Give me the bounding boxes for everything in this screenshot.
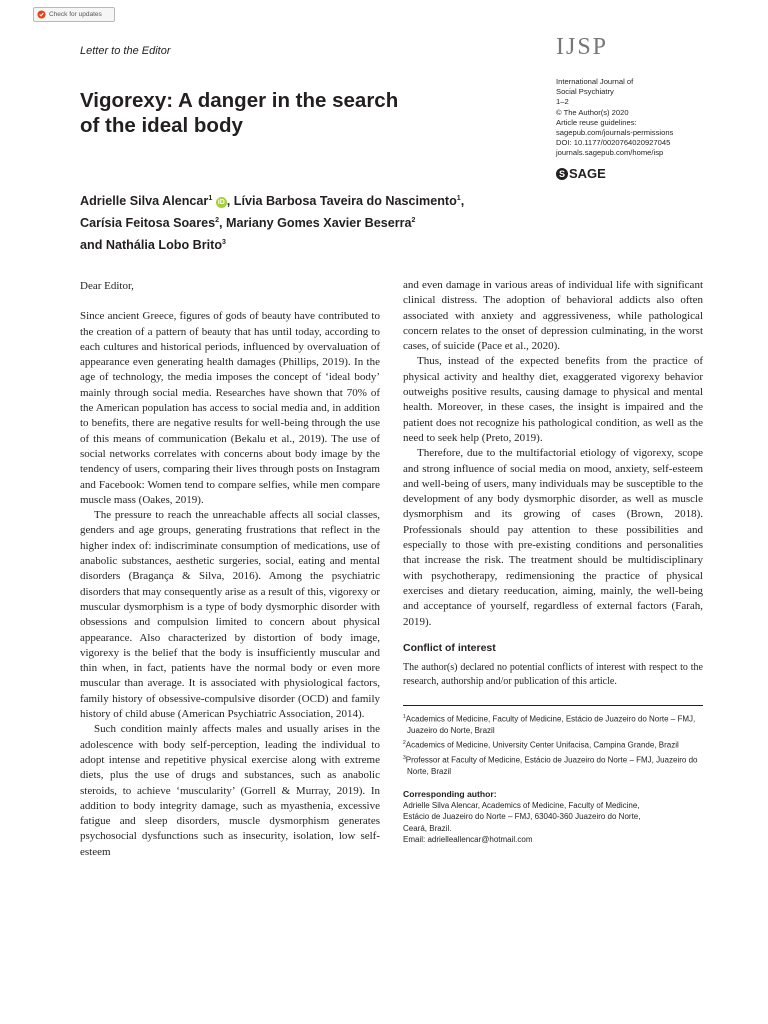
meta-line: © The Author(s) 2020	[556, 107, 629, 117]
author-affiliation: 3	[222, 239, 226, 247]
author-affiliation: 2	[215, 217, 220, 225]
affiliation-number: 2	[403, 740, 406, 747]
journal-meta	[556, 77, 756, 159]
body-column-left	[80, 279, 380, 860]
correspondence-email[interactable]: Email: adrielleallencar@hotmail.com	[403, 835, 533, 845]
affiliation-number: 3	[403, 755, 406, 762]
author-name: Carísia Feitosa Soares	[80, 216, 216, 231]
body-paragraph: The pressure to reach the unreachable affects all social classes, genders and age groups, generating frustrations that reflect in the higher index of: indiscriminate consumption of medications, use of anabolic substances, aesthetic surgeries, social, eating and mental disorders (Bragança & Silva, 2016). Among the psychiatric disorders that may consequently arise as a result of this, vigorexy or muscular dysmorphism is a type of body dysmorphic disorder with obsessions and compulsion limited to concern about physical appearance. Also characterized by distortion of body image, vigorexy is the belief that the body is insufficiently muscular and thin when, in fact, patients have the normal body or even more muscular than average. It is associated with physiological factors, family history of obsessive-compulsive disorder (OCD) and family history of child abuse (American Psychiatric Association, 2014).	[80, 509, 380, 721]
correspondence-line: Ceará, Brazil.	[403, 823, 452, 833]
author-name: Adrielle Silva Alencar	[80, 194, 209, 209]
body-paragraph: Therefore, due to the multifactorial etiology of vigorexy, scope and strong influence of social media on mood, anxiety, self-esteem and well-being of users, many individuals may be susceptible to the development of any body dysmorphic disorder, as well as muscle dysmorphism and its growing of cases (Brown, 2018). Professionals should pay attention to these possibilities and especially to those with pre-existing conditions and personalities that increase the risk. The treatment should be multidisciplinary with psychotherapy, redimensioning the practice of physical exercises and dietary reeducation, aiming, mainly, the well-being and acceptance of yourself, regardless of external factors (Farah, 2019).	[403, 447, 703, 628]
affiliation-item	[403, 753, 703, 777]
affiliation-number: 1	[403, 713, 406, 720]
publisher-logo	[556, 166, 606, 181]
conflict-heading: Conflict of interest	[403, 641, 496, 654]
author-affiliation: 2	[411, 217, 416, 225]
footnote-divider	[403, 705, 703, 706]
author-name: Mariany Gomes Xavier Beserra	[226, 216, 412, 231]
meta-link[interactable]: sagepub.com/journals-permissions	[556, 128, 674, 138]
author-affiliation: 1	[456, 195, 461, 202]
meta-line: Article reuse guidelines:	[556, 117, 637, 127]
author-name: Nathália Lobo Brito	[105, 238, 223, 253]
body-paragraph: Since ancient Greece, figures of gods of beauty have contributed to the creation of a pattern of beauty that has until today, according to each cultures and historical periods, influenced by overvaluation of appearance even generating health damages (Phillips, 2019). In the age of technology, the media imposes the concept of ‘ideal body’ mainly through social media. Researches have shown that 70% of the American population has access to social media and, in addition to benefits, there are negative results for well-being through the use of this means of communication (Bekalu et al., 2019). The use of social networks correlates with concerns about body image by the tendency of users, comparing their lives through posts on Instagram and Facebook: Women tend to compare selfies, while men compare muscle mass (Oakes, 2019).	[80, 310, 380, 506]
sage-icon: S	[556, 168, 568, 180]
check-for-updates-label: Check for updates	[49, 11, 102, 18]
meta-link[interactable]: journals.sagepub.com/home/isp	[556, 148, 664, 158]
salutation: Dear Editor,	[80, 280, 134, 292]
author-affiliation: 1	[208, 195, 213, 202]
body-paragraph: and even damage in various areas of individual life with significant clinical distress. The adoption of behavioral addicts also often associated with anxiety and aggressiveness, while pathological concern relates to the onset of depression culminating, in the worst cases, of suicide (Pace et al., 2020).	[403, 279, 703, 353]
body-column-right	[403, 278, 703, 845]
corresponding-author-heading: Corresponding author:	[403, 788, 497, 799]
correspondence-line: Adrielle Silva Alencar, Academics of Medicine, Faculty of Medicine,	[403, 800, 640, 810]
conflict-text: The author(s) declared no potential conflicts of interest with respect to the research, authorship and/or publication of this article.	[403, 661, 703, 687]
article-title: Vigorexy: A danger in the search of the ideal body	[80, 89, 399, 137]
affiliation-text: Academics of Medicine, University Center Unifacisa, Campina Grande, Brazil	[405, 740, 679, 750]
author-list: Adrielle Silva Alencar$^1$ iD , Lívia Barbosa Taveira do Nascimento$^1$, Carísia Feitosa Soares$^2$, Mariany Gomes Xavier Beserra$^2$ and Nathália Lobo Brito$^3$	[80, 194, 465, 253]
meta-line: Social Psychiatry	[556, 87, 614, 97]
update-icon	[37, 10, 46, 19]
affiliations	[403, 712, 703, 778]
body-paragraph: Thus, instead of the expected benefits from the practice of physical activity and healthy diet, exaggerated vigorexy behavior outweighs positive results, causing damage to physical and mental health. Moreover, in these cases, the insight is impaired and the patient does not recognize his pathological condition, as well as the need to seek help (Preto, 2019).	[403, 355, 703, 444]
meta-line: 1–2	[556, 97, 569, 107]
publisher-name: SAGE	[569, 166, 606, 181]
check-for-updates-button[interactable]	[33, 7, 115, 22]
orcid-icon[interactable]: iD	[217, 199, 225, 207]
affiliation-item	[403, 738, 703, 751]
meta-line: International Journal of	[556, 77, 634, 86]
affiliation-item	[403, 712, 703, 736]
affiliation-text: Academics of Medicine, Faculty of Medicine, Estácio de Juazeiro do Norte – FMJ, Juazeiro do Norte, Brazil	[405, 714, 696, 735]
journal-logo: IJSP	[556, 34, 609, 60]
body-paragraph: Such condition mainly affects males and usually arises in the adolescence with body self-perception, leading the individual to adopt intense and repetitive physical exercise along with extreme diets, plus the use of drugs and substances, such as anabolic steroids, to achieve ‘muscularity’ (Gorrell & Murray, 2019). In addition to body integrity damage, such as myasthenia, excessive fatigue and sleep disorders, muscle dysmorphism generates psychosocial dysfunctions such as insecurity, isolation, low self-esteem	[80, 723, 380, 858]
article-type: Letter to the Editor	[80, 45, 171, 57]
corresponding-author-details	[403, 800, 703, 846]
affiliation-text: Professor at Faculty of Medicine, Estácio de Juazeiro do Norte – FMJ, Juazeiro do Norte, Brazil	[405, 756, 698, 777]
correspondence-line: Estácio de Juazeiro do Norte – FMJ, 63040-360 Juazeiro do Norte,	[403, 812, 641, 822]
author-name: Lívia Barbosa Taveira do Nascimento	[233, 194, 457, 209]
meta-doi[interactable]: DOI: 10.1177/0020764020927045	[556, 138, 671, 148]
